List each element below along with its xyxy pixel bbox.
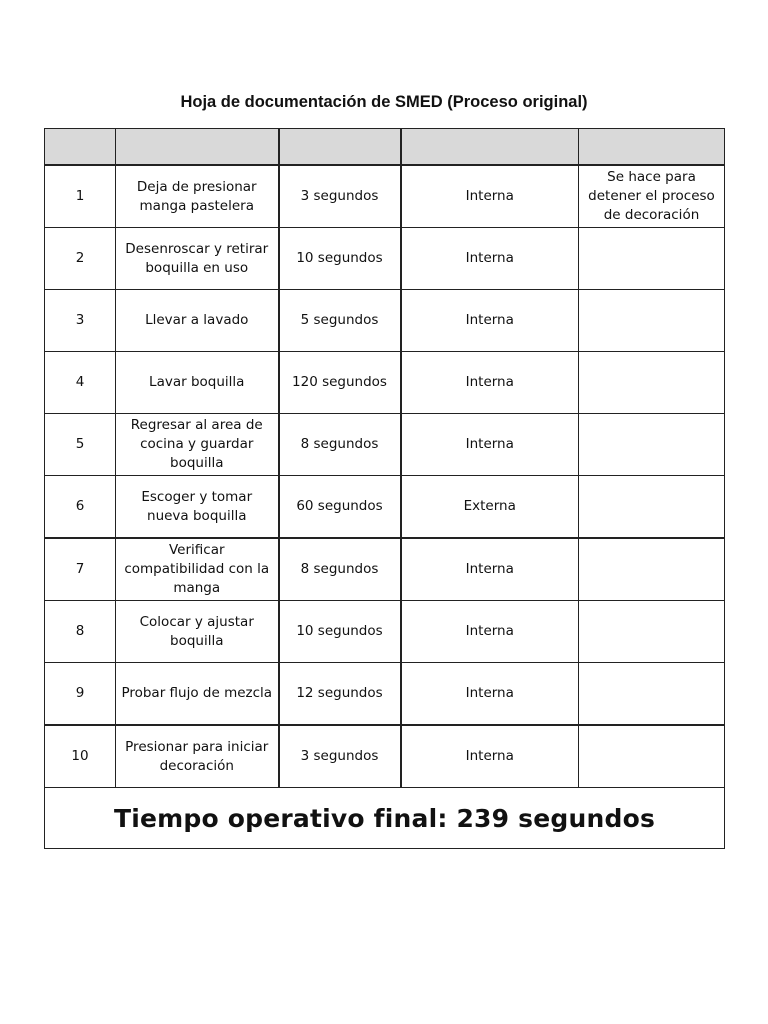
step-activity: Desenroscar y retirar boquilla en uso — [116, 228, 279, 290]
step-number: 6 — [45, 476, 116, 539]
step-note — [579, 228, 725, 290]
table-header-row — [45, 129, 725, 166]
step-time: 60 segundos — [279, 476, 401, 539]
step-time: 10 segundos — [279, 228, 401, 290]
header-notes — [579, 129, 725, 166]
table-row — [45, 165, 725, 228]
step-note: Se hace para detener el proceso de decoración — [579, 165, 725, 228]
step-activity: Llevar a lavado — [116, 290, 279, 352]
table-row — [45, 663, 725, 726]
step-time: 8 segundos — [279, 414, 401, 476]
document-title: Hoja de documentación de SMED (Proceso original) — [180, 93, 588, 111]
table-row — [45, 476, 725, 539]
total-row — [45, 788, 725, 849]
step-note — [579, 476, 725, 539]
table-row — [45, 538, 725, 601]
step-activity: Verificar compatibilidad con la manga — [116, 538, 279, 601]
step-number: 3 — [45, 290, 116, 352]
step-time: 5 segundos — [279, 290, 401, 352]
step-activity: Deja de presionar manga pastelera — [116, 165, 279, 228]
step-note — [579, 414, 725, 476]
step-activity: Presionar para iniciar decoración — [116, 725, 279, 788]
step-note — [579, 352, 725, 414]
step-number: 2 — [45, 228, 116, 290]
smed-table — [44, 128, 725, 849]
step-number: 5 — [45, 414, 116, 476]
step-type: Interna — [401, 165, 579, 228]
step-time: 8 segundos — [279, 538, 401, 601]
header-step-number — [45, 129, 116, 166]
step-time: 3 segundos — [279, 725, 401, 788]
step-activity: Escoger y tomar nueva boquilla — [116, 476, 279, 539]
step-type: Interna — [401, 601, 579, 663]
step-time: 120 segundos — [279, 352, 401, 414]
step-number: 1 — [45, 165, 116, 228]
step-type: Interna — [401, 414, 579, 476]
step-number: 9 — [45, 663, 116, 726]
table-row — [45, 352, 725, 414]
step-type: Interna — [401, 663, 579, 726]
table-row — [45, 414, 725, 476]
step-note — [579, 290, 725, 352]
step-type: Externa — [401, 476, 579, 539]
step-number: 4 — [45, 352, 116, 414]
step-number: 7 — [45, 538, 116, 601]
step-number: 10 — [45, 725, 116, 788]
table-row — [45, 228, 725, 290]
step-time: 12 segundos — [279, 663, 401, 726]
step-time: 10 segundos — [279, 601, 401, 663]
step-type: Interna — [401, 352, 579, 414]
header-time — [279, 129, 401, 166]
step-number: 8 — [45, 601, 116, 663]
step-type: Interna — [401, 725, 579, 788]
step-type: Interna — [401, 538, 579, 601]
header-activity — [116, 129, 279, 166]
step-note — [579, 538, 725, 601]
step-activity: Lavar boquilla — [116, 352, 279, 414]
table-row — [45, 725, 725, 788]
step-note — [579, 601, 725, 663]
step-note — [579, 663, 725, 726]
step-type: Interna — [401, 290, 579, 352]
step-activity: Probar flujo de mezcla — [116, 663, 279, 726]
total-operating-time: Tiempo operativo final: 239 segundos — [45, 788, 725, 849]
step-activity: Colocar y ajustar boquilla — [116, 601, 279, 663]
table-row — [45, 290, 725, 352]
header-type — [401, 129, 579, 166]
step-note — [579, 725, 725, 788]
step-activity: Regresar al area de cocina y guardar boquilla — [116, 414, 279, 476]
step-time: 3 segundos — [279, 165, 401, 228]
table-row — [45, 601, 725, 663]
step-type: Interna — [401, 228, 579, 290]
